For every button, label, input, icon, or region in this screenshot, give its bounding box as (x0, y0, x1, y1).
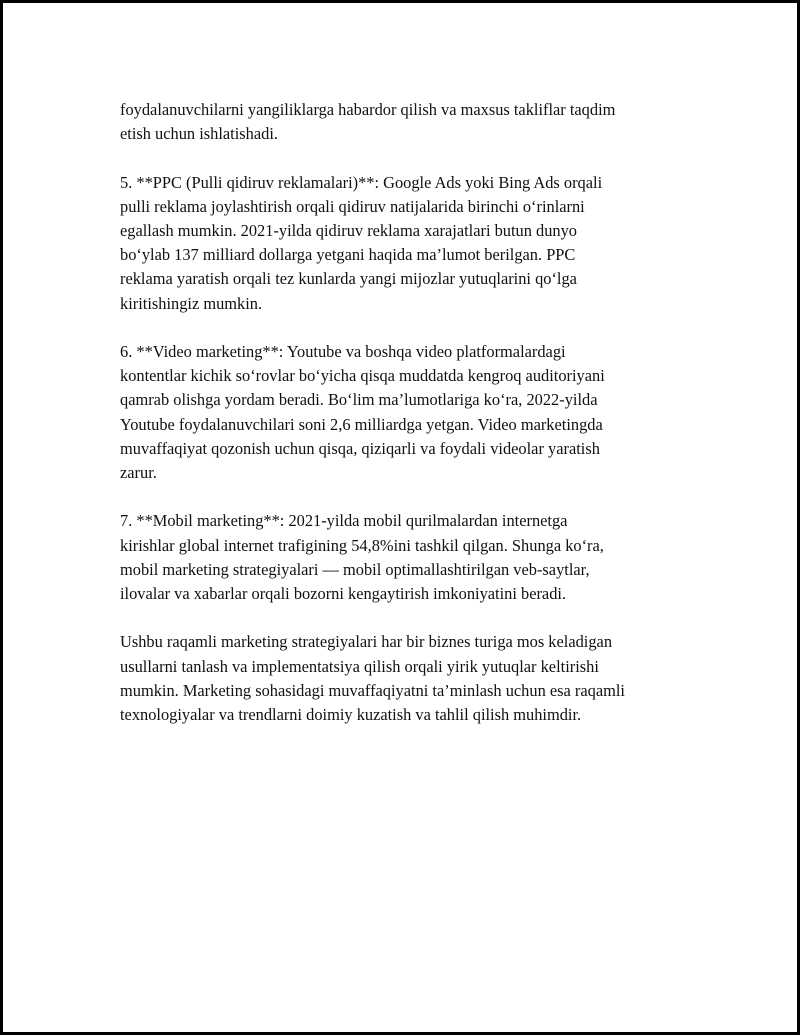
document-body (120, 98, 720, 751)
paragraph-mobile-marketing: 7. **Mobil marketing**: 2021-yilda mobil qurilmalardan internetga kirishlar global internet trafigining 54,8%ini tashkil qilgan. Shunga ko‘ra, mobil marketing strategiyalari — mobil optimallashtirilgan veb-saytlar, ilovalar va xabarlar orqali bozorni kengaytirish imkoniyatini beradi. (120, 511, 604, 604)
paragraph-ppc: 5. **PPC (Pulli qidiruv reklamalari)**: Google Ads yoki Bing Ads orqali pulli reklama joylashtirish orqali qidiruv natijalarida birinchi o‘rinlarni egallash mumkin. 2021-yilda qidiruv reklama xarajatlari butun dunyo bo‘ylab 137 milliard dollarga yetgani haqida ma’lumot berilgan. PPC reklama yaratish orqali tez kunlarda yangi mijozlar yutuqlarini qo‘lga kiritishingiz mumkin. (120, 172, 603, 313)
paragraph-email-continuation: foydalanuvchilarni yangiliklarga habardor qilish va maxsus takliflar taqdim etish uchun ishlatishadi. (120, 100, 616, 144)
paragraph-conclusion: Ushbu raqamli marketing strategiyalari har bir biznes turiga mos keladigan usullarni tanlash va implementatsiya qilish orqali yirik yutuqlar keltirishi mumkin. Marketing sohasidagi muvaffaqiyatni ta’minlash uchun esa raqamli texnologiyalar va trendlarni doimiy kuzatish va tahlil qilish muhimdir. (120, 632, 625, 725)
paragraph-video-marketing: 6. **Video marketing**: Youtube va boshqa video platformalardagi kontentlar kichik so‘rovlar bo‘yicha qisqa muddatda kengroq auditoriyani qamrab olishga yordam beradi. Bo‘lim ma’lumotlariga ko‘ra, 2022-yilda Youtube foydalanuvchilari soni 2,6 milliardga yetgan. Video marketingda muvaffaqiyat qozonish uchun qisqa, qiziqarli va foydali videolar yaratish zarur. (120, 342, 605, 483)
